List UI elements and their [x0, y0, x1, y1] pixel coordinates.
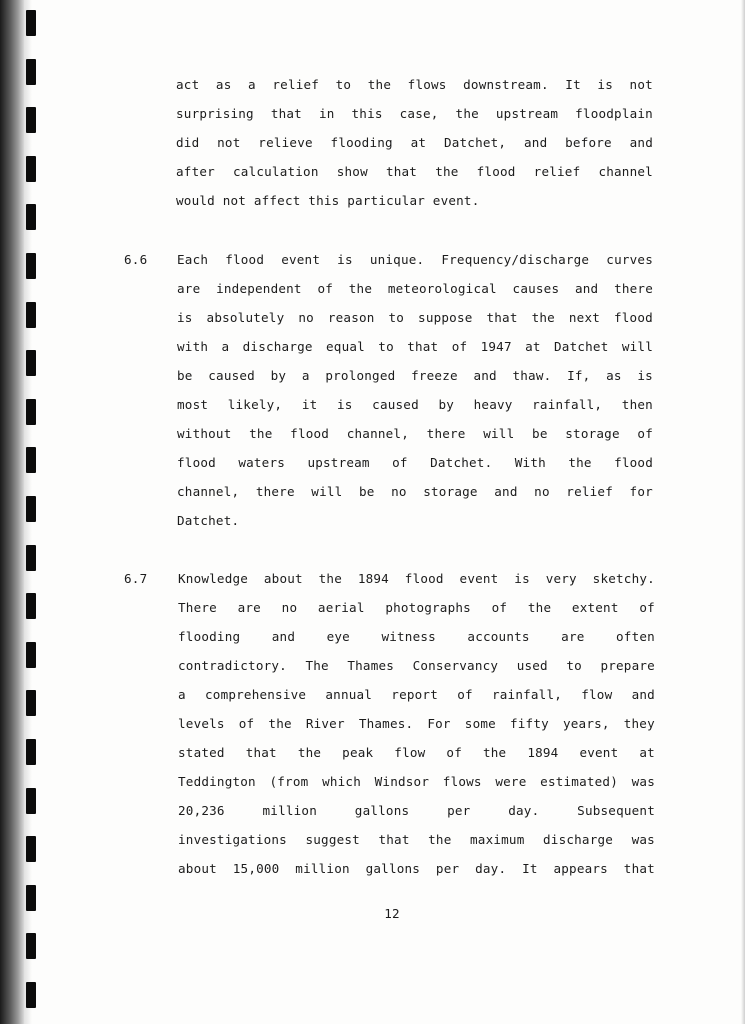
word: flood	[476, 164, 516, 179]
word: most	[177, 397, 209, 412]
word: absolutely	[206, 310, 285, 325]
word: peak	[342, 745, 374, 760]
word: at	[525, 339, 541, 354]
word: of	[446, 745, 462, 760]
word: The	[305, 658, 329, 673]
punch-hole	[26, 545, 36, 571]
word: that	[270, 106, 302, 121]
word: is	[337, 252, 353, 267]
word: maximum	[470, 832, 525, 847]
word: 1894	[527, 745, 559, 760]
word: levels	[178, 716, 225, 731]
word: before	[565, 135, 612, 150]
word: often	[616, 629, 655, 644]
word: channel	[598, 164, 653, 179]
word: is	[336, 397, 353, 412]
word: by	[438, 397, 455, 412]
word: flood	[225, 252, 265, 267]
word: accounts	[467, 629, 530, 644]
word: discharge	[543, 832, 614, 847]
word: were	[495, 774, 527, 789]
word: aerial	[317, 600, 365, 615]
punch-hole	[26, 933, 36, 959]
text-line	[177, 483, 653, 501]
text-line	[177, 367, 653, 385]
word: reason	[327, 310, 375, 325]
word: 1894	[357, 571, 389, 586]
word: 15,000	[232, 861, 280, 876]
word: eye	[326, 629, 350, 644]
word: is	[597, 77, 613, 92]
word: annual	[325, 687, 373, 702]
word: flood	[177, 455, 216, 470]
word: as	[606, 368, 622, 383]
text-line	[178, 744, 655, 762]
text-line	[178, 570, 655, 588]
word: flood	[614, 455, 653, 470]
word: waters	[238, 455, 286, 470]
word: no	[391, 484, 407, 499]
text-line	[178, 657, 655, 675]
section-number: 6.7	[124, 571, 148, 586]
word: relief	[533, 164, 581, 179]
word: with	[177, 339, 209, 354]
word: then	[621, 397, 653, 412]
word: there	[614, 281, 653, 296]
word: is	[637, 368, 653, 383]
word: are	[561, 629, 585, 644]
text-line	[178, 715, 655, 733]
word: equal	[326, 339, 365, 354]
word: next	[568, 310, 601, 325]
word: likely,	[227, 397, 283, 412]
punch-hole	[26, 690, 36, 716]
punch-hole	[26, 642, 36, 668]
word: It	[565, 77, 581, 92]
word: that	[245, 745, 277, 760]
word: and	[629, 135, 653, 150]
word: Datchet.	[430, 455, 493, 470]
word: flood	[404, 571, 444, 586]
word: act	[176, 77, 200, 92]
word: relief	[272, 77, 320, 92]
word: contradictory.	[178, 658, 287, 673]
text-line	[176, 163, 653, 181]
word: upstream	[307, 455, 370, 470]
punch-hole	[26, 982, 36, 1008]
text-line: would not affect this particular event.	[176, 193, 480, 208]
punch-hole	[26, 204, 36, 230]
word: will	[621, 339, 653, 354]
word: show	[336, 164, 368, 179]
page-number: 12	[384, 906, 400, 921]
word: (from	[269, 774, 309, 789]
word: this	[351, 106, 383, 121]
word: discharge	[242, 339, 313, 354]
word: a	[301, 368, 310, 383]
word: rainfall,	[491, 687, 563, 702]
word: appears	[553, 861, 608, 876]
word: that	[378, 832, 410, 847]
punch-hole	[26, 350, 36, 376]
word: event	[459, 571, 499, 586]
word: the	[318, 571, 342, 586]
punch-hole	[26, 302, 36, 328]
word: thaw.	[512, 368, 552, 383]
word: fifty	[509, 716, 549, 731]
word: meteorological	[387, 281, 497, 296]
text-line	[177, 338, 653, 356]
word: If,	[567, 368, 591, 383]
word: no	[298, 310, 314, 325]
punch-hole	[26, 399, 36, 425]
word: caused	[372, 397, 419, 412]
word: there	[426, 426, 466, 441]
word: Knowledge	[178, 571, 249, 586]
word: after	[176, 164, 215, 179]
word: freeze	[411, 368, 458, 383]
text-line	[177, 280, 653, 298]
word: to	[378, 339, 394, 354]
word: flooding	[178, 629, 241, 644]
text-line	[176, 105, 653, 123]
word: used	[516, 658, 548, 673]
word: about	[178, 861, 217, 876]
word: the	[482, 745, 507, 760]
word: a	[178, 687, 186, 702]
word: extent	[571, 600, 619, 615]
word: flow	[394, 745, 426, 760]
word: the	[297, 745, 322, 760]
word: estimated)	[540, 774, 618, 789]
word: day.	[508, 803, 540, 818]
word: no	[281, 600, 298, 615]
word: storage	[423, 484, 478, 499]
word: to	[388, 310, 405, 325]
word: is	[514, 571, 530, 586]
punch-hole	[26, 885, 36, 911]
word: the	[428, 832, 452, 847]
word: flooding	[330, 135, 393, 150]
word: heavy	[473, 397, 513, 412]
punch-hole	[26, 107, 36, 133]
word: gallons	[354, 803, 410, 818]
word: gallons	[365, 861, 421, 876]
word: River	[305, 716, 345, 731]
word: it	[301, 397, 318, 412]
text-line	[176, 76, 653, 94]
word: at	[410, 135, 427, 150]
word: at	[639, 745, 655, 760]
word: be	[358, 484, 375, 499]
word: million	[262, 803, 317, 818]
word: witness	[381, 629, 436, 644]
binding-shadow	[0, 0, 24, 1024]
word: Frequency/discharge	[441, 252, 590, 267]
word: Datchet	[554, 339, 609, 354]
word: causes	[512, 281, 560, 296]
word: unique.	[369, 252, 425, 267]
word: calculation	[233, 164, 319, 179]
word: very	[545, 571, 577, 586]
word: as	[215, 77, 232, 92]
word: was	[631, 774, 655, 789]
word: flows	[407, 77, 447, 92]
word: report	[391, 687, 438, 702]
word: of	[317, 281, 334, 296]
punch-holes	[24, 0, 38, 1024]
text-line	[176, 134, 653, 152]
word: Thames.	[358, 716, 414, 731]
word: and	[574, 281, 599, 296]
word: no	[534, 484, 550, 499]
word: Teddington	[178, 774, 256, 789]
word: For	[427, 716, 451, 731]
word: the	[568, 455, 592, 470]
word: that	[407, 339, 439, 354]
word: Subsequent	[577, 803, 655, 818]
word: of	[457, 687, 473, 702]
word: event	[579, 745, 619, 760]
word: prolonged	[325, 368, 396, 383]
word: rainfall,	[532, 397, 603, 412]
word: and	[494, 484, 518, 499]
word: independent	[216, 281, 302, 296]
text-line	[178, 686, 655, 704]
word: without	[177, 426, 232, 441]
word: caused	[208, 368, 255, 383]
word: It	[522, 861, 538, 876]
word: channel,	[346, 426, 409, 441]
text-line	[178, 628, 655, 646]
word: a	[221, 339, 230, 354]
word: the	[268, 716, 292, 731]
word: to	[335, 77, 352, 92]
word: there	[255, 484, 295, 499]
word: for	[629, 484, 653, 499]
word: will	[483, 426, 515, 441]
word: the	[531, 310, 555, 325]
word: flood	[290, 426, 330, 441]
word: suppose	[418, 310, 473, 325]
word: not	[217, 135, 241, 150]
word: flood	[613, 310, 653, 325]
word: the	[249, 426, 273, 441]
word: Datchet,	[443, 135, 507, 150]
word: did	[176, 135, 200, 150]
punch-hole	[26, 447, 36, 473]
punch-hole	[26, 593, 36, 619]
section-number: 6.6	[124, 252, 148, 267]
punch-hole	[26, 788, 36, 814]
word: are	[237, 600, 261, 615]
text-line	[177, 425, 653, 443]
word: by	[270, 368, 287, 383]
word: the	[527, 600, 552, 615]
word: not	[629, 77, 653, 92]
word: some	[464, 716, 496, 731]
punch-hole	[26, 496, 36, 522]
word: the	[348, 281, 373, 296]
word: that	[623, 861, 655, 876]
word: curves	[606, 252, 653, 267]
word: and	[631, 687, 655, 702]
word: case,	[399, 106, 439, 121]
word: million	[295, 861, 350, 876]
word: of	[639, 600, 655, 615]
word: investigations	[178, 832, 287, 847]
text-line	[177, 251, 653, 269]
word: photographs	[385, 600, 471, 615]
word: floodplain	[575, 106, 653, 121]
word: be	[532, 426, 548, 441]
text-line	[178, 860, 655, 878]
text-line	[178, 599, 655, 617]
text-line	[178, 802, 655, 820]
word: Each	[177, 252, 209, 267]
word: suggest	[305, 832, 360, 847]
word: per	[447, 803, 471, 818]
text-line: Datchet.	[177, 513, 240, 528]
word: and	[271, 629, 296, 644]
word: comprehensive	[205, 687, 307, 702]
punch-hole	[26, 253, 36, 279]
punch-hole	[26, 156, 36, 182]
word: that	[385, 164, 418, 179]
text-line	[178, 773, 655, 791]
word: channel,	[177, 484, 240, 499]
word: will	[311, 484, 343, 499]
word: flows	[442, 774, 482, 789]
word: surprising	[176, 106, 254, 121]
word: in	[318, 106, 335, 121]
word: years,	[562, 716, 610, 731]
word: was	[631, 832, 655, 847]
word: which	[322, 774, 361, 789]
word: prepare	[600, 658, 655, 673]
word: relief	[566, 484, 613, 499]
word: flow	[581, 687, 613, 702]
word: 20,236	[178, 803, 225, 818]
punch-hole	[26, 10, 36, 36]
word: downstream.	[463, 77, 549, 92]
word: sketchy.	[592, 571, 655, 586]
word: they	[623, 716, 655, 731]
text-line	[177, 309, 653, 327]
punch-hole	[26, 836, 36, 862]
word: the	[455, 106, 479, 121]
word: to	[566, 658, 582, 673]
word: is	[177, 310, 193, 325]
word: are	[177, 281, 201, 296]
word: of	[392, 455, 408, 470]
word: With	[514, 455, 546, 470]
word: per	[435, 861, 460, 876]
word: relieve	[258, 135, 313, 150]
text-line	[177, 454, 653, 472]
page-edge	[741, 0, 745, 1024]
word: the	[367, 77, 392, 92]
word: There	[178, 600, 217, 615]
punch-hole	[26, 59, 36, 85]
word: Windsor	[374, 774, 430, 789]
word: Thames	[347, 658, 395, 673]
word: the	[435, 164, 459, 179]
word: event	[281, 252, 321, 267]
word: 1947	[480, 339, 512, 354]
word: that	[486, 310, 518, 325]
word: Conservancy	[412, 658, 499, 673]
word: and	[524, 135, 548, 150]
text-line	[177, 396, 653, 414]
word: stated	[178, 745, 225, 760]
word: and	[473, 368, 497, 383]
text-line	[178, 831, 655, 849]
word: of	[491, 600, 508, 615]
word: upstream	[495, 106, 559, 121]
word: of	[637, 426, 653, 441]
word: a	[248, 77, 256, 92]
word: day.	[475, 861, 507, 876]
word: about	[263, 571, 303, 586]
word: be	[177, 368, 193, 383]
word: storage	[565, 426, 620, 441]
punch-hole	[26, 739, 36, 765]
word: of	[451, 339, 468, 354]
word: of	[238, 716, 255, 731]
